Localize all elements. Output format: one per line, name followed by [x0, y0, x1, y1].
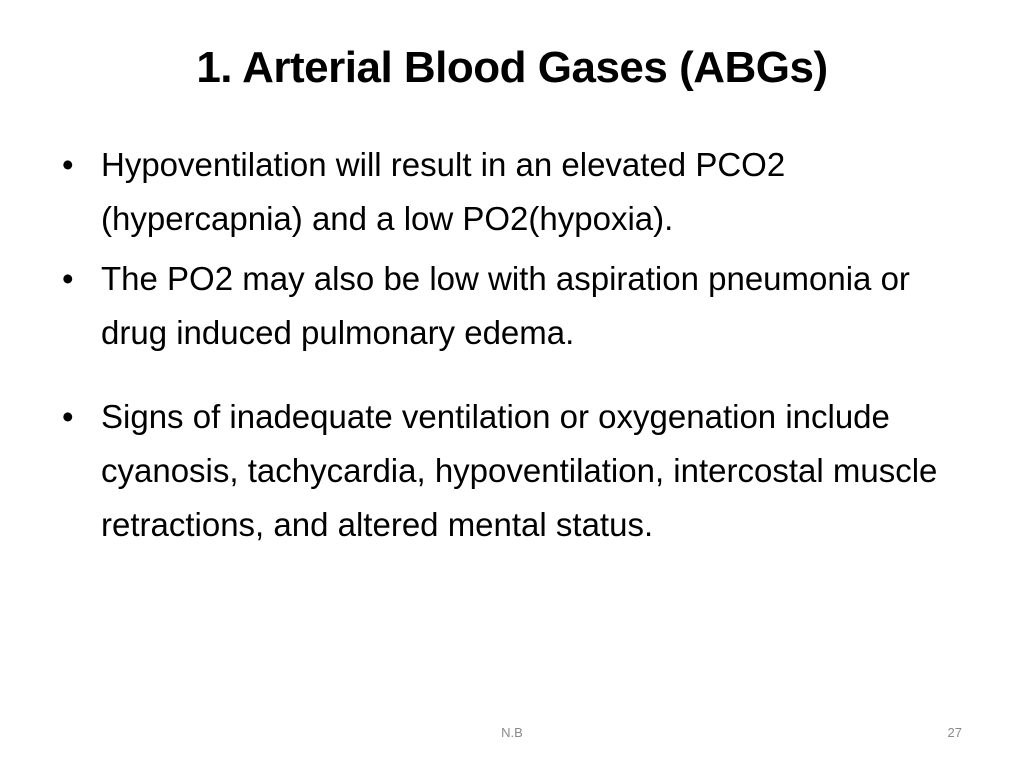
bullet-text: The PO2 may also be low with aspiration pneumonia or drug induced pulmonary edema. [101, 260, 910, 351]
bullet-icon: • [62, 146, 74, 183]
bullet-item [60, 390, 980, 552]
slide-title: 1. Arterial Blood Gases (ABGs) [196, 43, 828, 92]
bullet-text: Hypoventilation will result in an elevated PCO2 (hypercapnia) and a low PO2(hypoxia). [101, 146, 786, 237]
bullet-item [60, 138, 980, 246]
footer-author: N.B [501, 725, 523, 740]
bullet-icon: • [62, 260, 74, 297]
bullet-text: Signs of inadequate ventilation or oxygenation include cyanosis, tachycardia, hypoventilation, intercostal muscle retractions, and altered mental status. [101, 398, 938, 543]
bullet-item [60, 252, 980, 360]
bullet-icon: • [62, 398, 74, 435]
footer-page-number: 27 [947, 725, 962, 740]
bullet-list [60, 138, 980, 552]
